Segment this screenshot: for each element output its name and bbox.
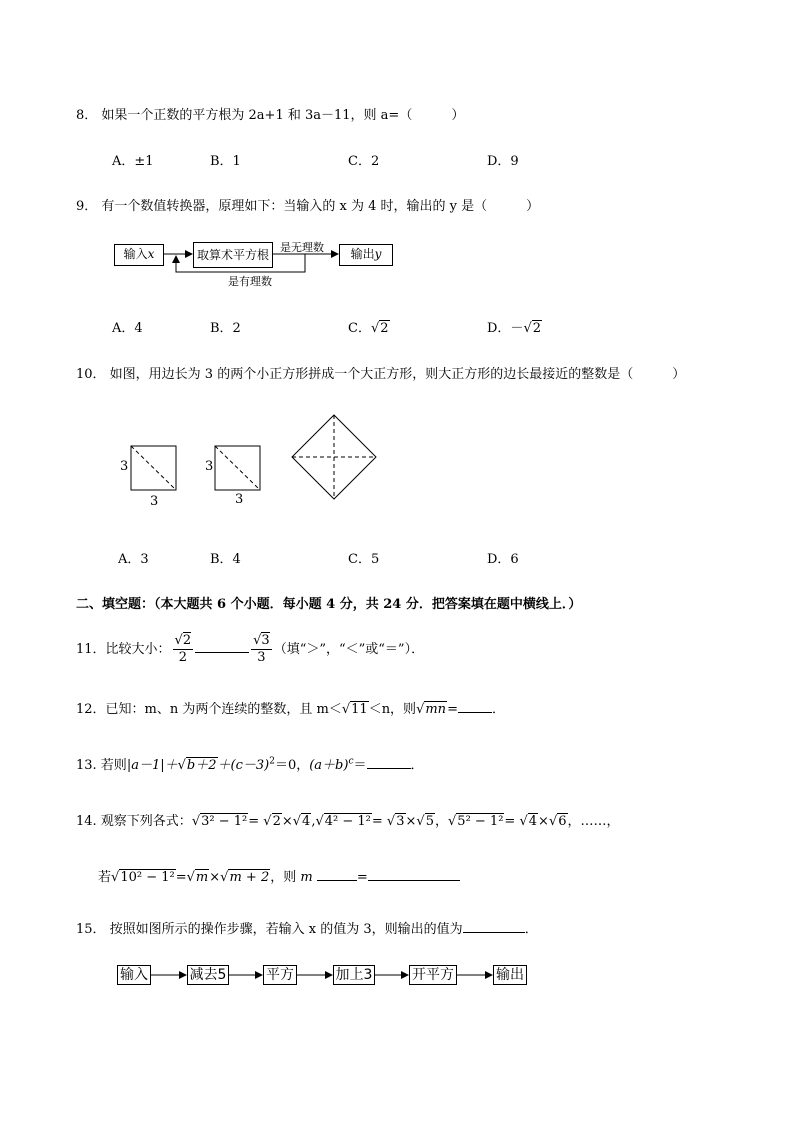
- q11-frac1-radicand: 2: [182, 633, 192, 648]
- section-2-title: 二、填空题：（本大题共 6 个小题．每小题 4 分，共 24 分．把答案填在题中横线上．）: [76, 597, 582, 612]
- q14-rad-3: 4: [302, 814, 311, 829]
- q14-rad-7: 5² − 1²: [457, 814, 504, 829]
- q13-exponent: c: [348, 756, 354, 767]
- q14-rad-6: 5: [425, 814, 434, 829]
- q14-rad-9: 6: [558, 814, 567, 829]
- q14-rad-2: 2: [272, 814, 281, 829]
- q12-prefix: 12．已知：m、n 为两个连续的整数，且 m＜: [76, 702, 342, 717]
- q13-radicand: b＋2: [186, 758, 217, 773]
- q9-irrational-label: 是无理数: [280, 241, 324, 254]
- q10-option-b: B．4: [210, 552, 241, 567]
- q15-end: ．: [524, 922, 538, 937]
- q14-line2-prefix: 若: [98, 870, 112, 885]
- q9-option-a: A．4: [112, 321, 143, 336]
- q9-output-label: 输出: [350, 247, 375, 261]
- q14-line2-times: ×: [209, 870, 221, 885]
- q14-line2-rad: 10² − 1²: [120, 870, 175, 885]
- q9-option-c-label: C．: [348, 321, 371, 336]
- q14-line2-eq: =: [175, 870, 187, 885]
- q15-step-input: 输入: [117, 965, 151, 985]
- q11-fraction-1: $\frac{√2}{2}$: [174, 633, 192, 665]
- q9-output-var: y: [374, 247, 382, 261]
- q12-radicand2: mn: [425, 702, 447, 717]
- q8-option-b: B．1: [210, 154, 241, 169]
- q13-square: 2: [269, 756, 275, 767]
- q13-expr3: ＝0，: [274, 758, 310, 773]
- q9-option-d-label: D．－: [487, 321, 524, 336]
- q9-input-var: x: [147, 247, 155, 261]
- q14-eq-2: =: [371, 814, 387, 829]
- q8-option-d: D．9: [487, 154, 519, 169]
- q14-rad-1: 3² − 1²: [201, 814, 248, 829]
- q15-step-output: 输出: [493, 965, 527, 985]
- q14-line2-then: ，则: [270, 870, 297, 885]
- q9-option-c-radicand: 2: [380, 321, 389, 336]
- q14-sep-2: ，: [434, 814, 448, 829]
- q14-line2-eq2: =: [356, 870, 368, 885]
- q10-text: 10． 如图，用边长为 3 的两个小正方形拼成一个大正方形，则大正方形的边长最接近的整数是（ ）: [76, 367, 686, 382]
- q11-suffix: （填“＞”，“＜”或“＝”）．: [273, 642, 425, 657]
- q8-option-a: A．±1: [112, 154, 154, 169]
- q13-expr5: ＝: [353, 758, 367, 773]
- q8-option-c: C．2: [348, 154, 380, 169]
- q9-option-c: C．√2: [348, 321, 389, 336]
- q9-option-b: B．2: [210, 321, 241, 336]
- q9-option-d-radicand: 2: [532, 321, 542, 336]
- q11-frac2-radicand: 3: [261, 633, 270, 648]
- q14-rad-4: 4² − 1²: [324, 814, 371, 829]
- q11-frac1-den: 2: [178, 650, 187, 665]
- q14-line2-rad3: m + 2: [229, 870, 270, 885]
- q12: 12．已知：m、n 为两个连续的整数，且 m＜√11＜n，则√mn= ．: [76, 702, 505, 717]
- q10-side-label-2: 3: [150, 494, 159, 509]
- q8-text: 8． 如果一个正数的平方根为 2a+1 和 3a－11，则 a=（ ）: [76, 108, 465, 123]
- q12-middle: ＜n，则: [368, 702, 417, 717]
- q14-rad-8: 4: [528, 814, 538, 829]
- q10-side-label-1: 3: [120, 459, 129, 474]
- q15-step-square: 平方: [263, 965, 297, 985]
- q11-fraction-2: $\frac{√3}{3}$: [253, 633, 270, 665]
- q13-expr1: |a－1|＋: [126, 758, 178, 773]
- q14-line-2: 若√10² − 1²=√m×√m + 2，则 m =: [98, 866, 460, 885]
- q9-rational-label: 是有理数: [228, 275, 272, 288]
- q10-option-a: A．3: [118, 552, 149, 567]
- q11-prefix: 11．比较大小：: [76, 642, 171, 657]
- q13-expr4: (a＋b): [309, 758, 349, 773]
- q13: 13. 若则$|a-1|+√b+2+(c-3)^2=0$，$(a+b)^c=$ ．: [76, 756, 424, 773]
- q15-text: 15． 按照如图所示的操作步骤，若输入 x 的值为 3，则输出的值为: [76, 922, 463, 937]
- q10-side-label-4: 3: [235, 492, 244, 507]
- q14-ellipsis: ，……，: [567, 814, 620, 829]
- q14-eq-1: =: [248, 814, 264, 829]
- q15-step-sqrt: 开平方: [409, 965, 457, 985]
- q9-input-label: 输入: [123, 247, 148, 261]
- q14-line2-m: m: [300, 870, 313, 885]
- q14-prefix: 14. 观察下列各式：: [76, 814, 192, 829]
- q14-times-1: ×: [281, 814, 293, 829]
- q9-process-box: 取算术平方根: [193, 242, 273, 268]
- q12-equals: =: [447, 702, 458, 717]
- q12-end: ．: [491, 702, 505, 717]
- q14-line-1: 14. 观察下列各式：√3² − 1²= √2×√4,√4² − 1²= √3×√5，√5² − 1²= √4×√6，……，: [76, 814, 620, 829]
- q10-side-label-3: 3: [205, 459, 214, 474]
- q14-eq-3: =: [504, 814, 520, 829]
- q15-step-minus-5: 减去5: [187, 965, 229, 985]
- q12-radicand: 11: [351, 702, 368, 717]
- q13-end: ．: [410, 758, 424, 773]
- q14-sep-1: ,: [311, 814, 316, 829]
- q9-option-d: D．－√2: [487, 321, 542, 336]
- q14-times-3: ×: [538, 814, 549, 829]
- q11-frac2-den: 3: [257, 650, 266, 665]
- q10-option-d: D．6: [487, 552, 519, 567]
- q13-expr2: ＋(c－3): [217, 758, 270, 773]
- q13-prefix: 13. 若则: [76, 758, 127, 773]
- q14-times-2: ×: [405, 814, 417, 829]
- q14-line2-rad2: m: [195, 870, 209, 885]
- q14-rad-5: 3: [396, 814, 405, 829]
- q9-text: 9． 有一个数值转换器，原理如下：当输入的 x 为 4 时，输出的 y 是（ ）: [76, 199, 540, 214]
- q10-option-c: C．5: [348, 552, 380, 567]
- q15-step-plus-3: 加上3: [333, 965, 375, 985]
